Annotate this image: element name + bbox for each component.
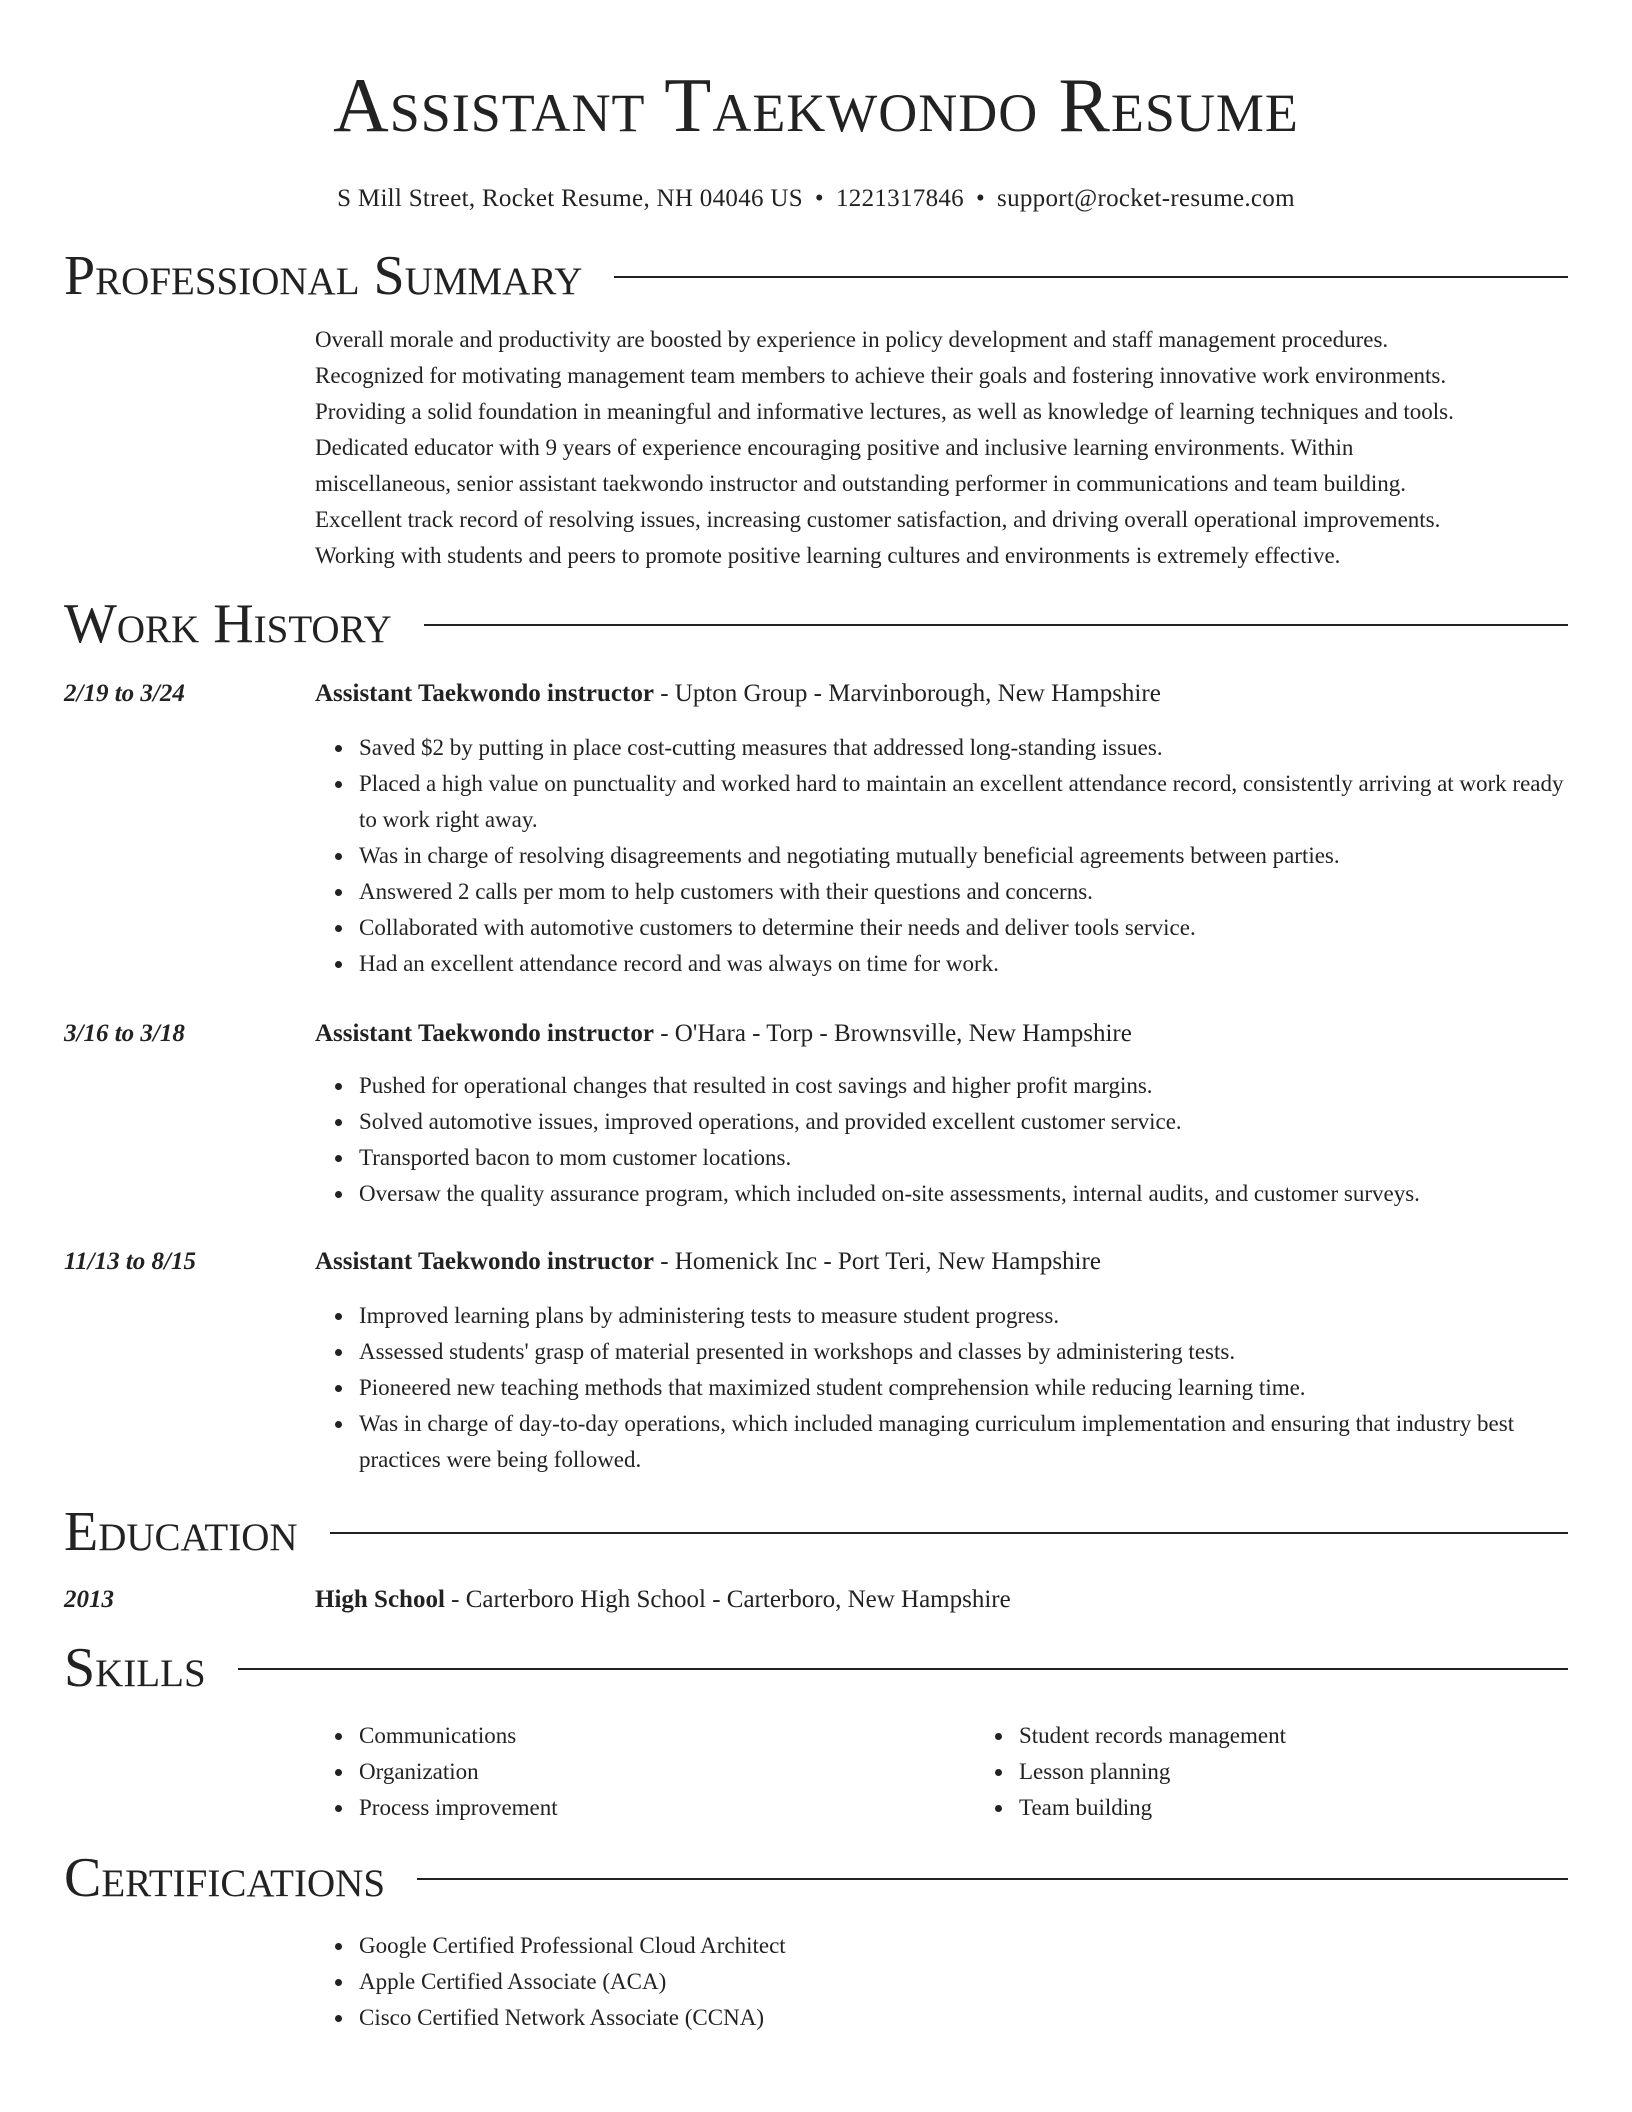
summary-line: miscellaneous, senior assistant taekwondo instructor and outstanding performer in communications and team building. (315, 471, 1406, 496)
job-bullet: Was in charge of day-to-day operations, which included managing curriculum implementation and ensuring that industry best practices were being followed. (359, 1406, 1568, 1478)
contact-email: support@rocket-resume.com (997, 185, 1295, 212)
job-bullet: Placed a high value on punctuality and worked hard to maintain an excellent attendance record, consistently arriving at work ready to work right away. (359, 766, 1568, 838)
section-header-education (64, 1500, 1568, 1564)
job-bullet: Was in charge of resolving disagreements and negotiating mutually beneficial agreements between parties. (359, 838, 1568, 874)
certifications-row (64, 1928, 1568, 2036)
job-title: Assistant Taekwondo instructor (315, 680, 654, 707)
job-heading (315, 1244, 1568, 1280)
skill-item: Process improvement (359, 1790, 975, 1826)
certification-item: Google Certified Professional Cloud Architect (359, 1928, 1568, 1964)
skills-spacer (64, 1718, 315, 1826)
certifications-list (315, 1928, 1568, 2036)
skill-item: Team building (1019, 1790, 1632, 1826)
job-bullet: Had an excellent attendance record and was always on time for work. (359, 946, 1568, 982)
summary-text (315, 322, 1568, 574)
skill-item: Lesson planning (1019, 1754, 1632, 1790)
job-bullet: Pioneered new teaching methods that maximized student comprehension while reducing learning time. (359, 1370, 1568, 1406)
section-header-skills (64, 1636, 1568, 1700)
contact-address: S Mill Street, Rocket Resume, NH 04046 US (337, 185, 803, 212)
education-school: - Carterboro High School - Carterboro, New Hampshire (444, 1586, 1011, 1613)
job-bullet: Answered 2 calls per mom to help customers with their questions and concerns. (359, 874, 1568, 910)
job-bullet: Oversaw the quality assurance program, which included on-site assessments, internal audits, and customer surveys. (359, 1176, 1568, 1212)
job-bullet: Solved automotive issues, improved operations, and provided excellent customer service. (359, 1104, 1568, 1140)
job-employer: - O'Hara - Torp - Brownsville, New Hampshire (653, 1020, 1132, 1047)
job-title: Assistant Taekwondo instructor (315, 1020, 654, 1047)
section-divider (417, 1878, 1568, 1880)
job-employer: - Upton Group - Marvinborough, New Hampshire (653, 680, 1161, 707)
contact-line (64, 184, 1568, 214)
summary-line: Dedicated educator with 9 years of experience encouraging positive and inclusive learning environments. Within (315, 435, 1354, 460)
section-header-work (64, 592, 1568, 656)
job-bullets (315, 1068, 1568, 1212)
section-title-certifications: Certifications (64, 1847, 386, 1909)
summary-line: Excellent track record of resolving issues, increasing customer satisfaction, and driving overall operational improvements. (315, 507, 1441, 532)
section-header-certifications (64, 1846, 1568, 1910)
section-title-work: Work History (64, 593, 392, 655)
section-title-summary: Professional Summary (64, 245, 583, 307)
job-employer: - Homenick Inc - Port Teri, New Hampshire (653, 1248, 1101, 1275)
certification-item: Cisco Certified Network Associate (CCNA) (359, 2000, 1568, 2036)
job-entry (64, 676, 1568, 982)
job-entry (64, 1016, 1568, 1212)
resume-title: Assistant Taekwondo Resume (333, 62, 1299, 148)
job-dates: 2/19 to 3/24 (64, 680, 185, 707)
skills-row (64, 1718, 1568, 1826)
section-divider (614, 276, 1568, 278)
skills-list-left (315, 1718, 975, 1826)
job-bullets (315, 730, 1568, 982)
section-header-summary (64, 244, 1568, 308)
summary-line: Providing a solid foundation in meaningful and informative lectures, as well as knowledge of learning techniques and tools. (315, 399, 1454, 424)
education-degree: High School (315, 1586, 445, 1613)
job-bullets (315, 1298, 1568, 1478)
job-entry (64, 1244, 1568, 1478)
summary-row (64, 322, 1568, 574)
skill-item: Organization (359, 1754, 975, 1790)
summary-line: Working with students and peers to promote positive learning cultures and environments is extremely effective. (315, 543, 1341, 568)
education-year: 2013 (64, 1586, 114, 1613)
skill-item: Communications (359, 1718, 975, 1754)
section-divider (424, 624, 1568, 626)
skills-grid (315, 1718, 1632, 1826)
skill-item: Student records management (1019, 1718, 1632, 1754)
job-dates: 3/16 to 3/18 (64, 1020, 185, 1047)
section-title-education: Education (64, 1501, 298, 1563)
job-heading (315, 1016, 1568, 1052)
contact-separator: • (814, 185, 824, 212)
job-title: Assistant Taekwondo instructor (315, 1248, 654, 1275)
summary-spacer (64, 322, 315, 574)
section-divider (330, 1532, 1568, 1534)
contact-separator: • (975, 185, 986, 212)
job-dates: 11/13 to 8/15 (64, 1248, 196, 1275)
job-bullet: Collaborated with automotive customers to determine their needs and deliver tools service. (359, 910, 1568, 946)
summary-line: Overall morale and productivity are boosted by experience in policy development and staff management procedures. (315, 327, 1389, 352)
summary-line: Recognized for motivating management team members to achieve their goals and fostering innovative work environments. (315, 363, 1447, 388)
contact-phone: 1221317846 (835, 185, 964, 212)
job-bullet: Assessed students' grasp of material presented in workshops and classes by administering tests. (359, 1334, 1568, 1370)
job-bullet: Pushed for operational changes that resulted in cost savings and higher profit margins. (359, 1068, 1568, 1104)
job-heading (315, 676, 1568, 712)
certifications-spacer (64, 1928, 315, 2036)
section-title-skills: Skills (64, 1637, 206, 1699)
skills-list-right (975, 1718, 1632, 1826)
section-divider (238, 1668, 1568, 1670)
certification-item: Apple Certified Associate (ACA) (359, 1964, 1568, 2000)
education-entry (64, 1582, 1568, 1618)
education-heading (315, 1582, 1568, 1618)
job-bullet: Transported bacon to mom customer locations. (359, 1140, 1568, 1176)
job-bullet: Saved $2 by putting in place cost-cutting measures that addressed long-standing issues. (359, 730, 1568, 766)
job-bullet: Improved learning plans by administering tests to measure student progress. (359, 1298, 1568, 1334)
